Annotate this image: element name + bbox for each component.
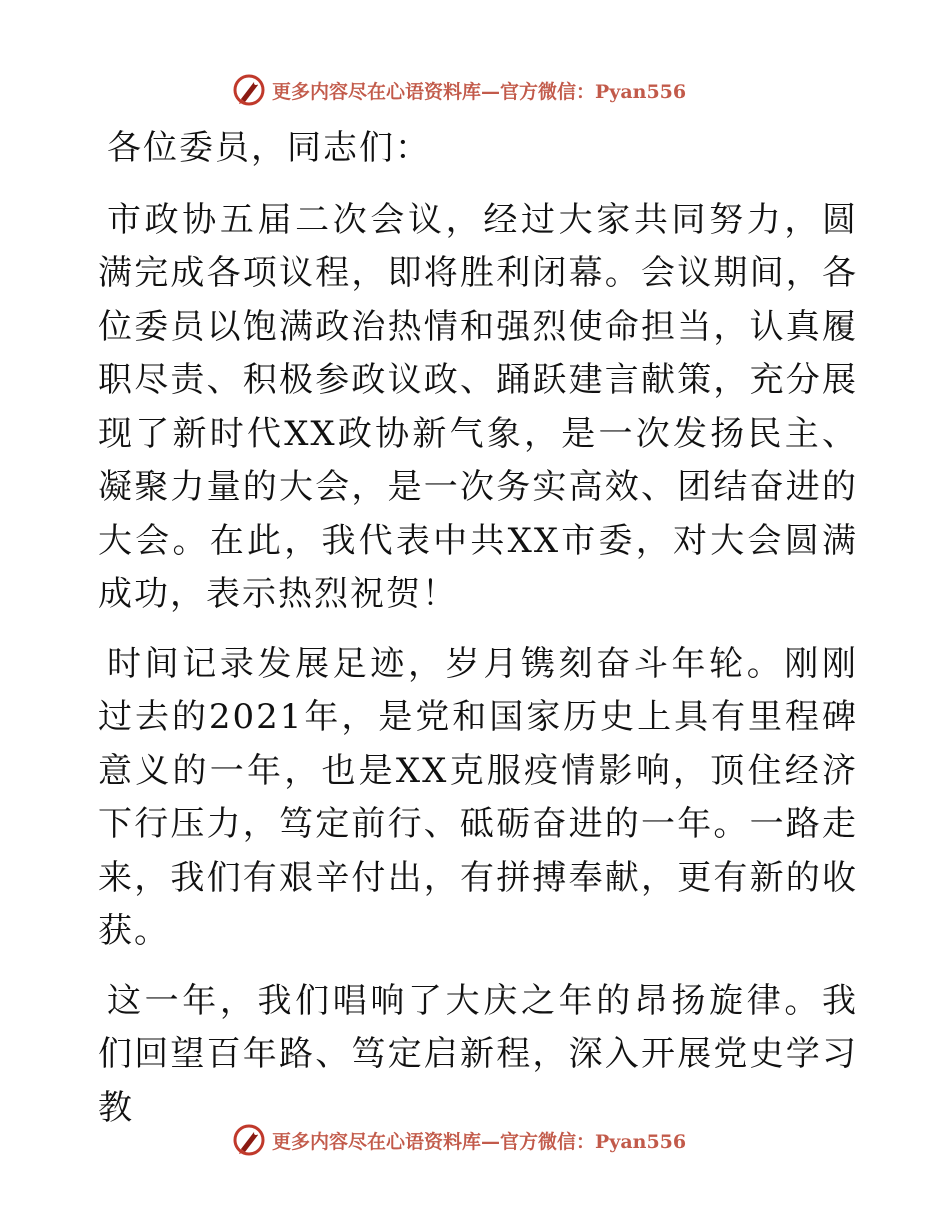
watermark-footer [232,1122,686,1158]
paragraph-3: 这一年，我们唱响了大庆之年的昂扬旋律。我们回望百年路、笃定启新程，深入开展党史学习教 [98,980,858,1128]
paragraph-2: 时间记录发展足迹，岁月镌刻奋斗年轮。刚刚过去的2021年，是党和国家历史上具有里程碑意义的一年，也是XX克服疫情影响，顶住经济下行压力，笃定前行、砥砺奋进的一年。一路走来，我们有艰辛付出，有拼搏奉献，更有新的收获。 [98,643,858,951]
watermark-text: 更多内容尽在心语资料库—官方微信：Pyan556 [272,80,687,103]
greeting: 各位委员，同志们： [107,128,431,168]
pen-logo-icon [232,73,266,107]
document-body [98,122,858,1135]
watermark-text: 更多内容尽在心语资料库—官方微信：Pyan556 [272,1130,687,1153]
pen-logo-icon [232,1123,266,1157]
watermark-header [232,72,686,108]
paragraph-1: 市政协五届二次会议，经过大家共同努力，圆满完成各项议程，即将胜利闭幕。会议期间，各位委员以饱满政治热情和强烈使命担当，认真履职尽责、积极参政议政、踊跃建言献策，充分展现了新时代XX政协新气象，是一次发扬民主、凝聚力量的大会，是一次务实高效、团结奋进的大会。在此，我代表中共XX市委，对大会圆满成功，表示热烈祝贺！ [98,199,858,614]
